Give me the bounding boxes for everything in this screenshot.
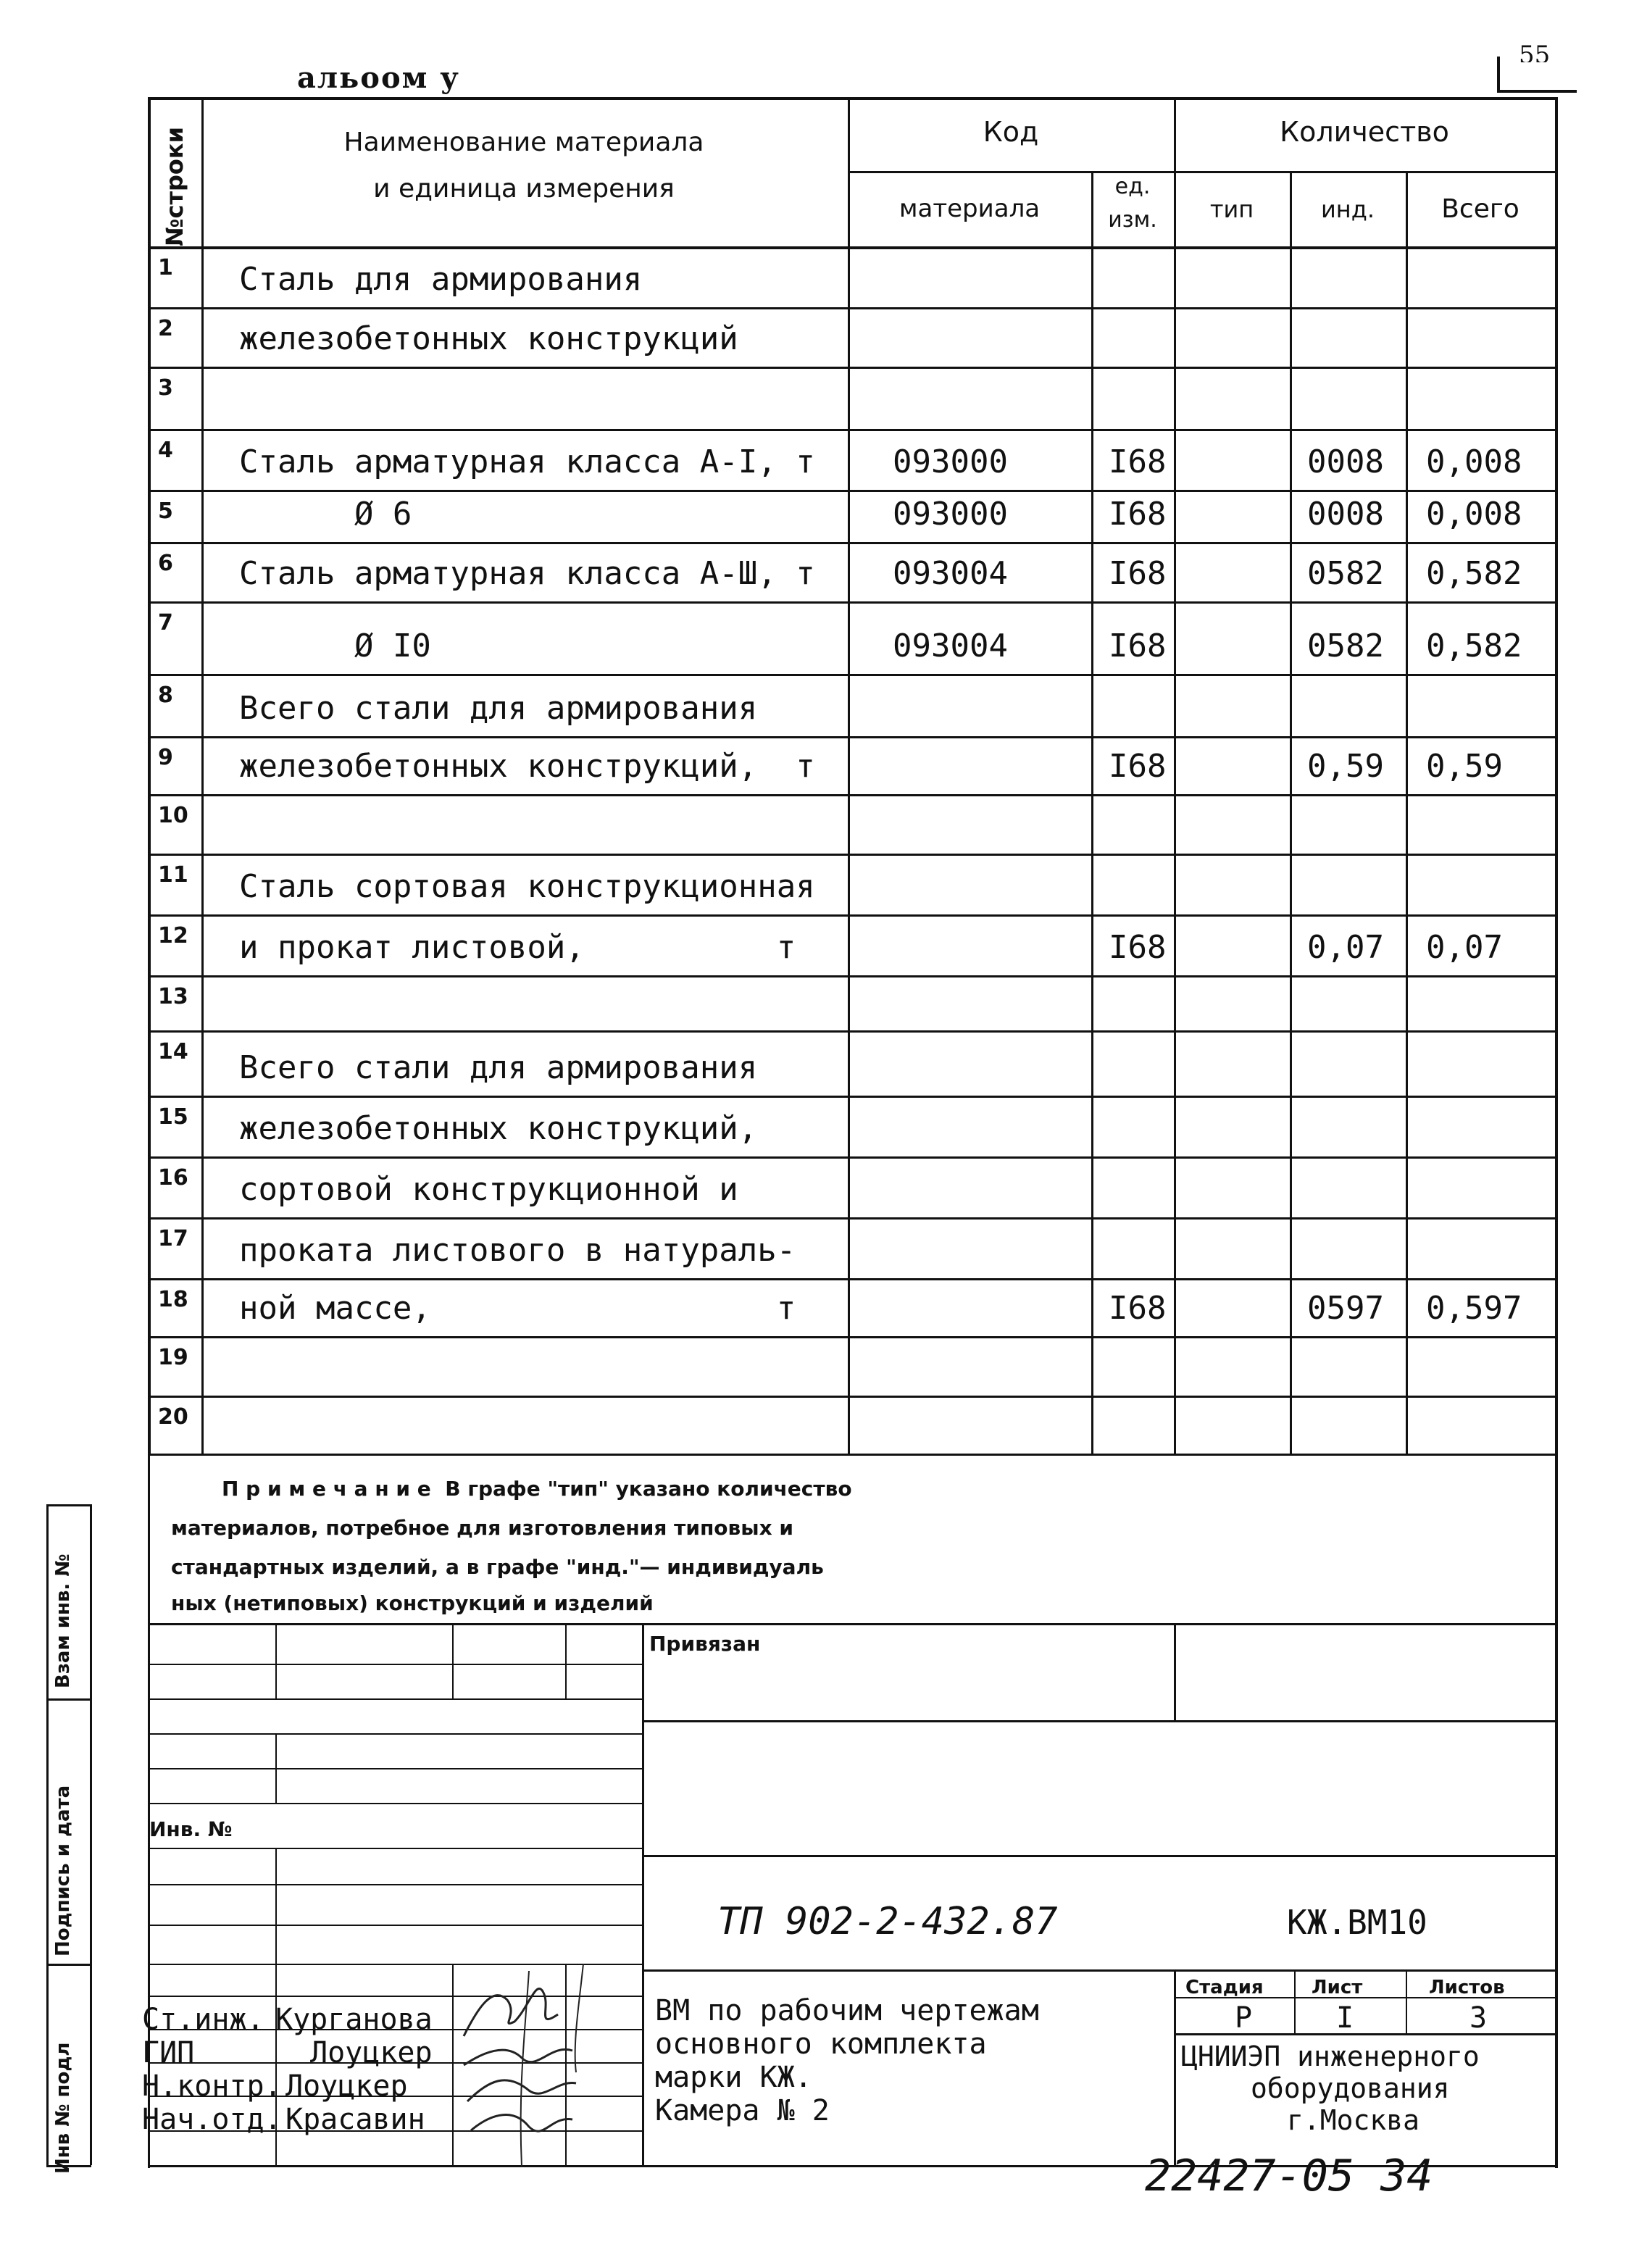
- signer-role-4: Нач.отд.: [142, 2103, 282, 2136]
- title-line4: Камера № 2: [655, 2094, 830, 2127]
- tb-doccode-top: [642, 1855, 1555, 1857]
- row-number: 2: [158, 316, 173, 341]
- row-code: 093000: [893, 443, 1008, 480]
- tb-privyazan-right: [1174, 1623, 1176, 1720]
- col-qty-total-header: Всего: [1441, 194, 1519, 224]
- row-number: 7: [158, 610, 173, 635]
- row-number: 4: [158, 438, 173, 463]
- signature-4: [471, 2115, 572, 2132]
- table-row-line: [148, 1396, 1555, 1398]
- table-row-line: [148, 1030, 1555, 1033]
- col-line-rownum: [201, 97, 204, 1454]
- row-name: Ø I0: [239, 628, 431, 664]
- tb-left-col-upper-right: [642, 1623, 644, 2165]
- sheet-value: I: [1336, 2001, 1354, 2035]
- inv-no-label: Инв. №: [149, 1817, 233, 1841]
- stamp-number: 22427-05 34: [1145, 2151, 1433, 2201]
- tb-stage-left: [1174, 1969, 1176, 2165]
- row-name: проката листового в натураль-: [239, 1232, 796, 1269]
- margin-inv-podl-label: Инв № подл: [52, 2042, 74, 2174]
- row-total: 0,008: [1426, 443, 1522, 480]
- signer-name-3: Лоуцкер: [285, 2069, 408, 2103]
- stage-value: Р: [1235, 2001, 1253, 2035]
- signer-role-2: ГИП: [142, 2036, 195, 2069]
- row-number: 12: [158, 923, 188, 949]
- row-ind: 0008: [1307, 443, 1384, 480]
- row-ind: 0597: [1307, 1290, 1384, 1327]
- col-line-code-unit: [1091, 171, 1093, 1454]
- table-row-line: [148, 736, 1555, 738]
- row-number: 15: [158, 1104, 188, 1130]
- col-line-ind: [1406, 171, 1408, 1454]
- tb-left-row-line: [148, 1803, 642, 1804]
- signatures: [449, 1956, 609, 2174]
- row-name: сортовой конструкционной и: [239, 1171, 738, 1208]
- title-line3: марки КЖ.: [655, 2061, 812, 2094]
- row-name: железобетонных конструкций: [239, 320, 738, 357]
- row-total: 0,582: [1426, 555, 1522, 592]
- table-row-line: [148, 1454, 1555, 1456]
- row-name: ной массе, т: [239, 1290, 796, 1327]
- col-line-code-qty: [1174, 97, 1176, 1454]
- tb-left-row-line: [148, 1623, 642, 1625]
- margin-strip-left: [46, 1504, 49, 2165]
- row-ind: 0,59: [1307, 748, 1384, 785]
- margin-strip-top: [46, 1504, 91, 1506]
- code-qty-subheader-line: [848, 171, 1555, 173]
- row-name: Сталь для армирования: [239, 261, 643, 298]
- row-number: 18: [158, 1287, 188, 1312]
- table-row-line: [148, 1336, 1555, 1338]
- table-row-line: [148, 490, 1555, 492]
- col-code-unit-header-2: изм.: [1108, 207, 1157, 233]
- row-total: 0,07: [1426, 929, 1503, 966]
- page-number-underline: [1497, 90, 1577, 93]
- row-name: Сталь сортовая конструкционная: [239, 868, 815, 905]
- tb-left-row-line: [148, 1848, 642, 1849]
- row-unit: I68: [1109, 555, 1167, 592]
- signature-stroke-2: [575, 1964, 583, 2072]
- table-right-border: [1555, 97, 1558, 1454]
- margin-strip-right: [90, 1504, 92, 2165]
- margin-podpis-label: Подпись и дата: [52, 1785, 74, 1956]
- col-qty-ind-header: инд.: [1320, 196, 1375, 223]
- row-ind: 0008: [1307, 496, 1384, 533]
- col-quantity-header: Количество: [1280, 116, 1449, 148]
- stage-label: Стадия: [1185, 1977, 1264, 1998]
- row-ind: 0582: [1307, 555, 1384, 592]
- org-line1: ЦНИИЭП инженерного: [1181, 2040, 1480, 2072]
- tb-left-col-upper: [565, 1623, 567, 1698]
- col-rownum-header: №строки: [161, 126, 188, 246]
- row-number: 17: [158, 1226, 188, 1251]
- page-number-divider: [1497, 57, 1500, 91]
- org-line3: г.Москва: [1287, 2104, 1420, 2136]
- row-name: Всего стали для армирования: [239, 690, 758, 727]
- sheet-label: Лист: [1312, 1977, 1363, 1998]
- row-code: 093000: [893, 496, 1008, 533]
- row-unit: I68: [1109, 1290, 1167, 1327]
- tb-left-row-line: [148, 1884, 642, 1885]
- table-left-border: [148, 97, 151, 1454]
- privyazan-label: Привязан: [649, 1632, 761, 1656]
- table-row-line: [148, 367, 1555, 369]
- tb-stage-col2: [1406, 1969, 1407, 2033]
- tb-left-row-line: [148, 1768, 642, 1769]
- table-row-line: [148, 1096, 1555, 1098]
- col-code-unit-header-1: ед.: [1114, 174, 1151, 199]
- table-row-line: [148, 429, 1555, 431]
- tb-doccode-bottom: [642, 1969, 1555, 1972]
- row-number: 13: [158, 984, 188, 1009]
- signer-role-3: Н.контр.: [142, 2069, 282, 2103]
- table-row-line: [148, 674, 1555, 676]
- org-line2: оборудования: [1251, 2072, 1450, 2104]
- row-number: 9: [158, 745, 173, 770]
- col-code-material-header: материала: [899, 194, 1041, 223]
- title-line2: основного комплекта: [655, 2027, 987, 2061]
- row-number: 5: [158, 499, 173, 524]
- col-qty-type-header: тип: [1209, 196, 1254, 223]
- col-line-name: [848, 97, 850, 1454]
- row-unit: I68: [1109, 628, 1167, 664]
- row-number: 1: [158, 255, 173, 280]
- row-name: Сталь арматурная класса А-Ш, т: [239, 555, 815, 592]
- row-name: железобетонных конструкций, т: [239, 748, 815, 785]
- col-line-type: [1290, 171, 1292, 1454]
- doc-code: ТП 902-2-432.87: [717, 1900, 1058, 1943]
- note-line1: П р и м е ч а н и е В графе "тип" указано количество: [222, 1477, 852, 1501]
- table-row-line: [148, 1217, 1555, 1220]
- signer-name-4: Красавин: [285, 2103, 425, 2136]
- note-line4: ных (нетиповых) конструкций и изделий: [171, 1591, 654, 1615]
- table-row-line: [148, 1278, 1555, 1280]
- tb-stage-col1: [1294, 1969, 1296, 2033]
- tb-left-row-line: [148, 1733, 642, 1735]
- album-label: альоом у: [297, 61, 460, 95]
- row-unit: I68: [1109, 748, 1167, 785]
- row-number: 3: [158, 375, 173, 401]
- sheets-value: 3: [1469, 2001, 1488, 2035]
- col-code-header: Код: [983, 116, 1039, 148]
- signature-2: [464, 2049, 572, 2065]
- table-row-line: [148, 307, 1555, 309]
- col-name-header-line1: Наименование материала: [343, 128, 704, 157]
- row-number: 14: [158, 1039, 188, 1064]
- row-name: и прокат листовой, т: [239, 929, 796, 966]
- row-code: 093004: [893, 555, 1008, 592]
- row-total: 0,008: [1426, 496, 1522, 533]
- row-number: 19: [158, 1345, 188, 1370]
- table-row-line: [148, 542, 1555, 544]
- frame-right: [1555, 1454, 1558, 2168]
- row-name: Всего стали для армирования: [239, 1049, 758, 1086]
- row-code: 093004: [893, 628, 1008, 664]
- col-name-header-line2: и единица измерения: [373, 174, 675, 204]
- title-line1: ВМ по рабочим чертежам: [655, 1994, 1039, 2027]
- note-line3: стандартных изделий, а в графе "инд."— индивидуаль: [171, 1555, 824, 1579]
- tb-left-col-upper: [275, 1623, 277, 1698]
- row-name: Сталь арматурная класса А-I, т: [239, 443, 815, 480]
- row-total: 0,582: [1426, 628, 1522, 664]
- tb-left-row-line: [148, 1664, 642, 1665]
- row-number: 10: [158, 803, 188, 828]
- row-total: 0,597: [1426, 1290, 1522, 1327]
- signer-role-1: Ст.инж.: [142, 2003, 264, 2036]
- signature-stroke: [521, 1971, 529, 2167]
- row-unit: I68: [1109, 496, 1167, 533]
- row-number: 6: [158, 551, 173, 576]
- row-name: Ø 6: [239, 496, 412, 533]
- table-row-line: [148, 914, 1555, 917]
- table-row-line: [148, 975, 1555, 977]
- margin-div-1: [46, 1698, 91, 1701]
- signature-1: [464, 1989, 558, 2036]
- row-unit: I68: [1109, 929, 1167, 966]
- tb-left-row-line: [148, 1698, 642, 1700]
- table-row-line: [148, 854, 1555, 856]
- tb-left-row-line: [148, 1925, 642, 1926]
- tb-left-col-upper: [452, 1623, 454, 1698]
- row-name: железобетонных конструкций,: [239, 1110, 758, 1147]
- sheets-label: Листов: [1429, 1977, 1505, 1998]
- tb-stage-row2: [1174, 2033, 1555, 2035]
- tb-privyazan-bottom: [642, 1720, 1555, 1722]
- row-ind: 0582: [1307, 628, 1384, 664]
- table-header-bottom: [148, 246, 1555, 249]
- tb-left-col-mid: [275, 1733, 277, 1803]
- table-row-line: [148, 601, 1555, 604]
- table-row-line: [148, 794, 1555, 796]
- row-number: 11: [158, 862, 188, 888]
- margin-div-2: [46, 1964, 91, 1966]
- page-number: 55: [1519, 41, 1551, 62]
- row-number: 16: [158, 1165, 188, 1191]
- table-row-line: [148, 1156, 1555, 1159]
- note-line2: материалов, потребное для изготовления типовых и: [171, 1516, 793, 1540]
- row-number: 20: [158, 1404, 188, 1430]
- row-total: 0,59: [1426, 748, 1503, 785]
- row-number: 8: [158, 683, 173, 708]
- margin-vzam-label: Взам инв. №: [52, 1554, 74, 1688]
- signer-name-1: Курганова: [275, 2003, 433, 2036]
- signer-name-2: Лоуцкер: [310, 2036, 433, 2069]
- doc-mark: КЖ.ВМ10: [1287, 1903, 1427, 1942]
- row-unit: I68: [1109, 443, 1167, 480]
- table-top-border: [148, 97, 1555, 100]
- row-ind: 0,07: [1307, 929, 1384, 966]
